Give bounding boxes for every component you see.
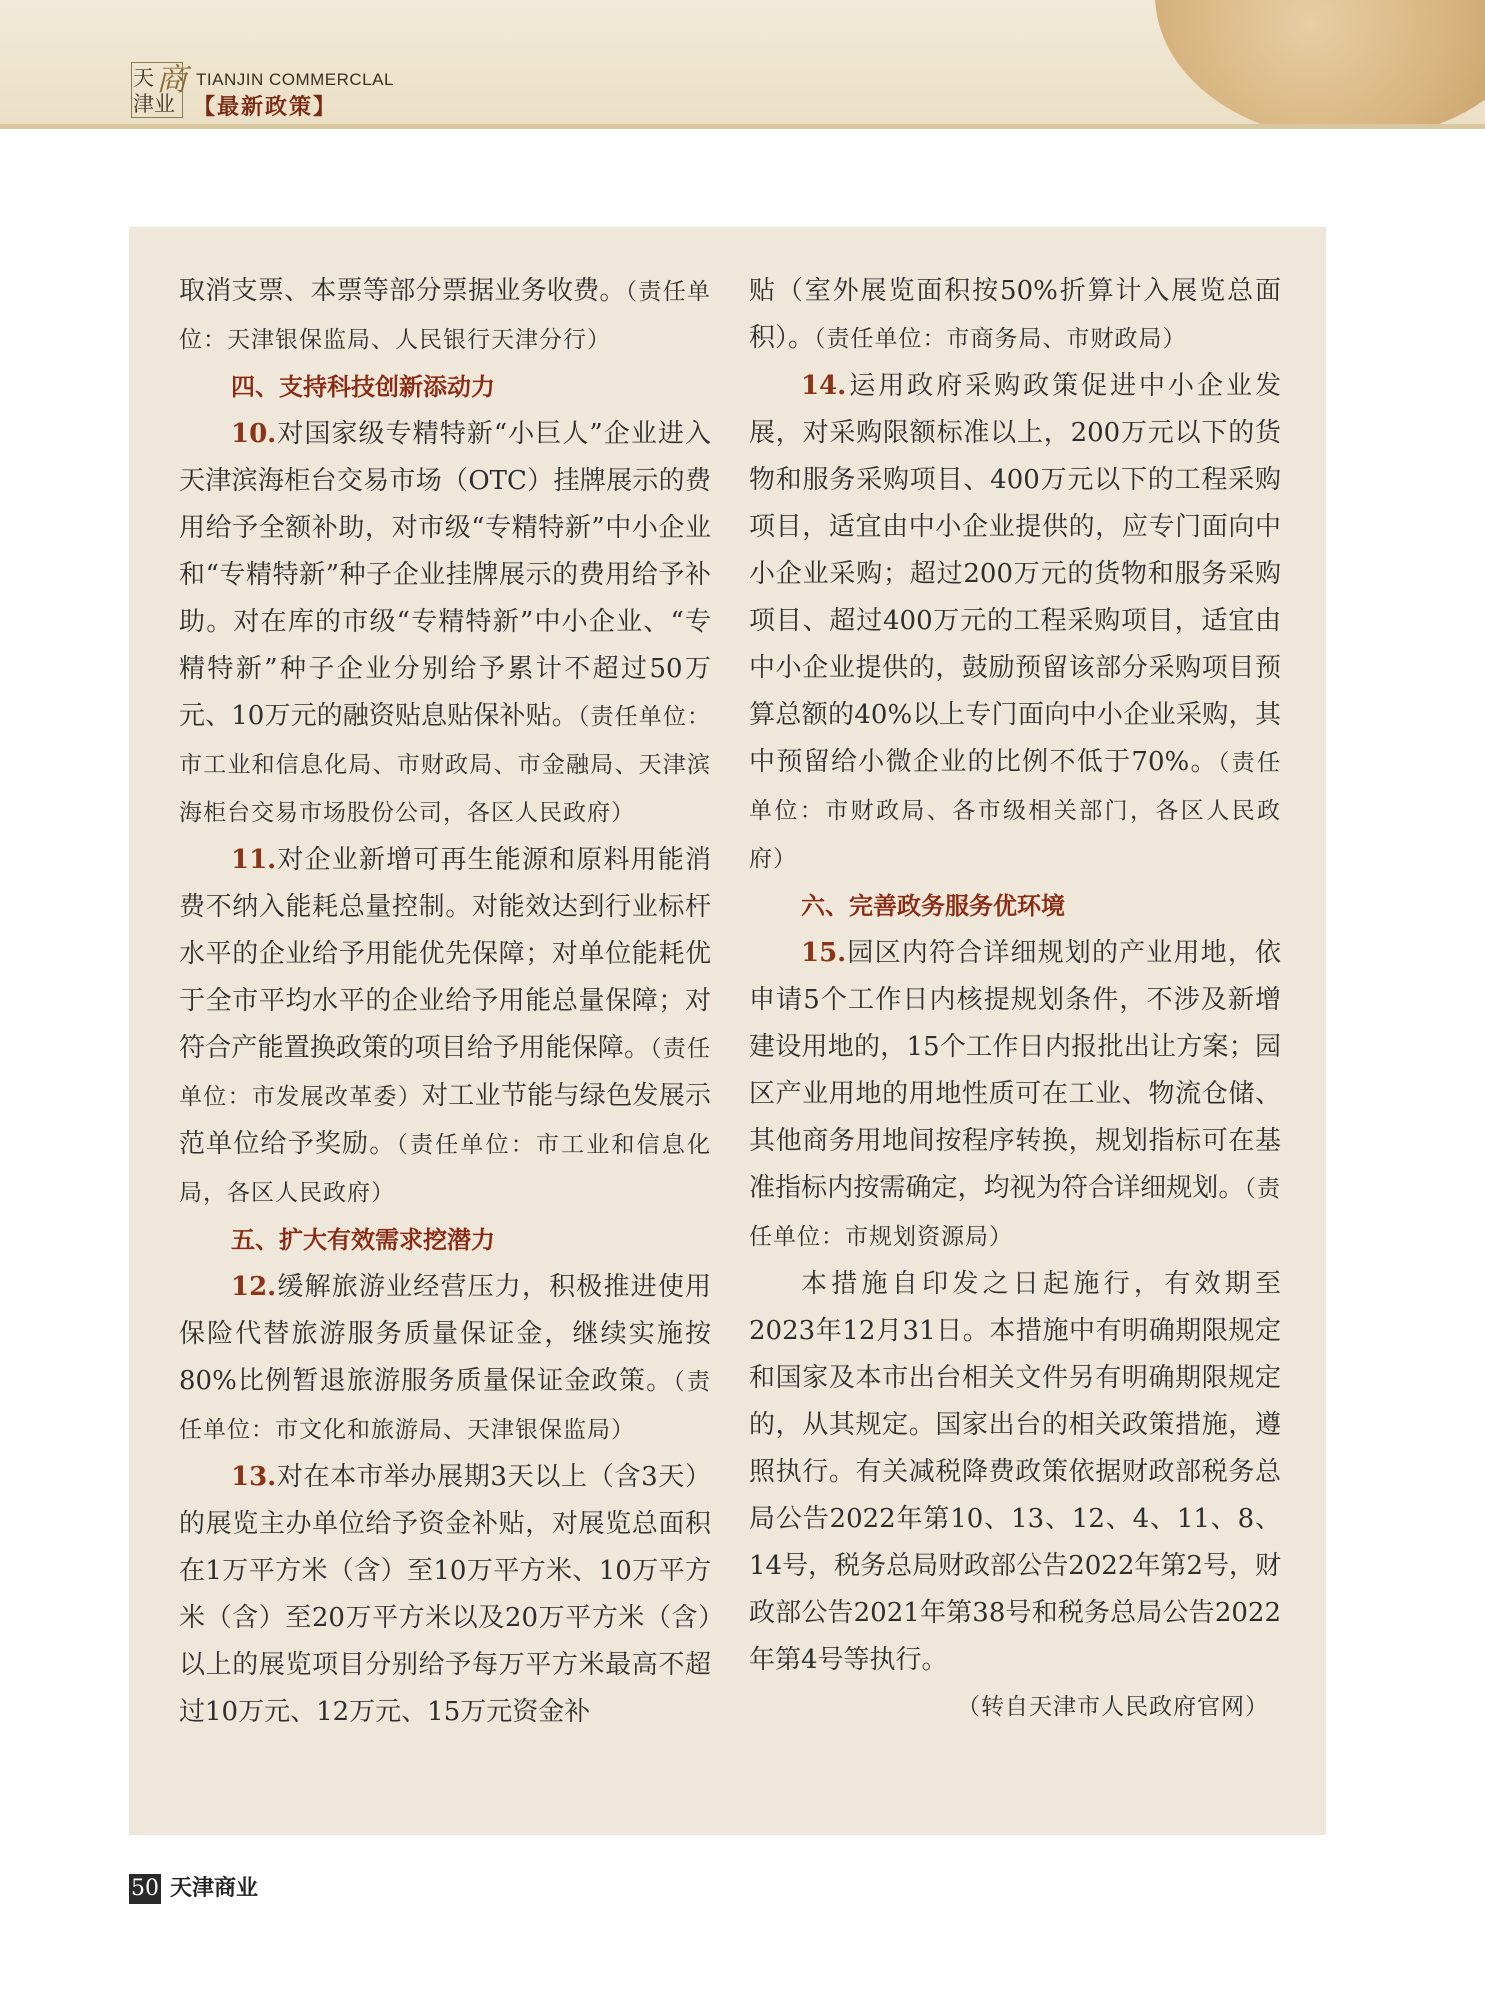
paragraph-text: 取消支票、本票等部分票据业务收费。 bbox=[179, 276, 626, 306]
page-number: 50 bbox=[129, 1874, 161, 1904]
item-number: 12. bbox=[231, 1272, 277, 1302]
paragraph-continued bbox=[179, 268, 711, 364]
right-column bbox=[749, 268, 1281, 1731]
left-column bbox=[179, 268, 711, 1736]
item-text: 贴（室外展览面积按50%折算计入展览总面积）。 bbox=[749, 276, 1281, 353]
section-heading-4: 四、支持科技创新添动力 bbox=[231, 373, 495, 401]
responsible-units: （责任单位：市文化和旅游局、天津银保监局） bbox=[179, 1369, 712, 1443]
logo-char-shang: 商 bbox=[156, 62, 187, 98]
header-rule bbox=[0, 124, 1485, 129]
item-number: 10. bbox=[231, 419, 277, 449]
responsible-units: （责任单位：市商务局、市财政局） bbox=[814, 326, 1187, 352]
item-number: 14. bbox=[801, 371, 847, 401]
responsible-units: （责任单位：天津银保监局、人民银行天津分行） bbox=[179, 279, 711, 353]
item-15 bbox=[749, 930, 1281, 1261]
item-text: 园区内符合详细规划的产业用地，依申请5个工作日内核提规划条件，不涉及新增建设用地的，15个工作日内报批出让方案；园区产业用地的用地性质可在工业、物流仓储、其他商务用地间按程序转换，规划指标可在基准指标内按需确定，均视为符合详细规划。 bbox=[749, 938, 1281, 1203]
logo-char-jinye: 津业 bbox=[133, 92, 175, 116]
section-tag: 【最新政策】 bbox=[193, 95, 338, 120]
item-number: 13. bbox=[231, 1462, 277, 1492]
responsible-units: （责任单位：市规划资源局） bbox=[749, 1176, 1281, 1250]
item-text: 对在本市举办展期3天以上（含3天）的展览主办单位给予资金补贴，对展览总面积在1万平方米（含）至10万平方米、10万平方米（含）至20万平方米以及20万平方米（含）以上的展览项目分别给予每万平方米最高不超过10万元、12万元、15万元资金补 bbox=[179, 1462, 711, 1727]
item-13-continued bbox=[749, 268, 1281, 363]
item-14 bbox=[749, 363, 1281, 883]
item-12 bbox=[179, 1264, 711, 1454]
item-text: 对工业节能与绿色发展示范单位给予奖励。 bbox=[179, 1081, 711, 1159]
item-10 bbox=[179, 411, 711, 837]
item-text: 运用政府采购政策促进中小企业发展，对采购限额标准以上，200万元以下的货物和服务采购项目、400万元以下的工程采购项目，适宜由中小企业提供的，应专门面向中小企业采购；超过200万元的货物和服务采购项目、超过400万元的工程采购项目，适宜由中小企业提供的，鼓励预留该部分采购项目预算总额的40%以上专门面向中小企业采购，其中预留给小微企业的比例不低于70%。 bbox=[749, 371, 1281, 777]
item-text: 对国家级专精特新“小巨人”企业进入天津滨海柜台交易市场（OTC）挂牌展示的费用给予全额补助，对市级“专精特新”中小企业和“专精特新”种子企业挂牌展示的费用给予补助。对在库的市级“专精特新”中小企业、“专精特新”种子企业分别给予累计不超过50万元、10万元的融资贴息贴保补贴。 bbox=[179, 419, 711, 731]
logo-char-tian: 天 bbox=[133, 66, 154, 90]
responsible-units: （责任单位：市工业和信息化局、市财政局、市金融局、天津滨海柜台交易市场股份公司，各区人民政府） bbox=[179, 704, 711, 826]
section-heading-5: 五、扩大有效需求挖潜力 bbox=[231, 1226, 495, 1254]
source-note: （转自天津市人民政府官网） bbox=[957, 1694, 1269, 1720]
item-number: 15. bbox=[801, 938, 847, 968]
globe-decoration bbox=[1155, 0, 1485, 124]
responsible-units: （责任单位：市工业和信息化局，各区人民政府） bbox=[179, 1132, 711, 1206]
closing-paragraph: 本措施自印发之日起施行，有效期至2023年12月31日。本措施中有明确期限规定和国家及本市出台相关文件另有明确期限规定的，从其规定。国家出台的相关政策措施，遵照执行。有关减税降费政策依据财政部税务总局公告2022年第10、13、12、4、11、8、14号，税务总局财政部公告2022年第2号，财政部公告2021年第38号和税务总局公告2022年第4号等执行。 bbox=[749, 1269, 1281, 1675]
item-number: 11. bbox=[231, 845, 277, 875]
item-text: 对企业新增可再生能源和原料用能消费不纳入能耗总量控制。对能效达到行业标杆水平的企业给予用能优先保障；对单位能耗优于全市平均水平的企业给予用能总量保障；对符合产能置换政策的项目给予用能保障。 bbox=[179, 845, 711, 1063]
magazine-title: 天津商业 bbox=[170, 1876, 259, 1901]
item-13 bbox=[179, 1454, 711, 1736]
brand-english-name: TIANJIN COMMERCLAL bbox=[196, 70, 394, 89]
responsible-units: （责任单位：市发展改革委） bbox=[179, 1036, 711, 1110]
responsible-units: （责任单位：市财政局、各市级相关部门，各区人民政府） bbox=[749, 750, 1281, 872]
item-text: 缓解旅游业经营压力，积极推进使用保险代替旅游服务质量保证金，继续实施按80%比例暂退旅游服务质量保证金政策。 bbox=[179, 1272, 711, 1396]
item-11 bbox=[179, 837, 711, 1217]
section-heading-6: 六、完善政务服务优环境 bbox=[801, 892, 1065, 920]
